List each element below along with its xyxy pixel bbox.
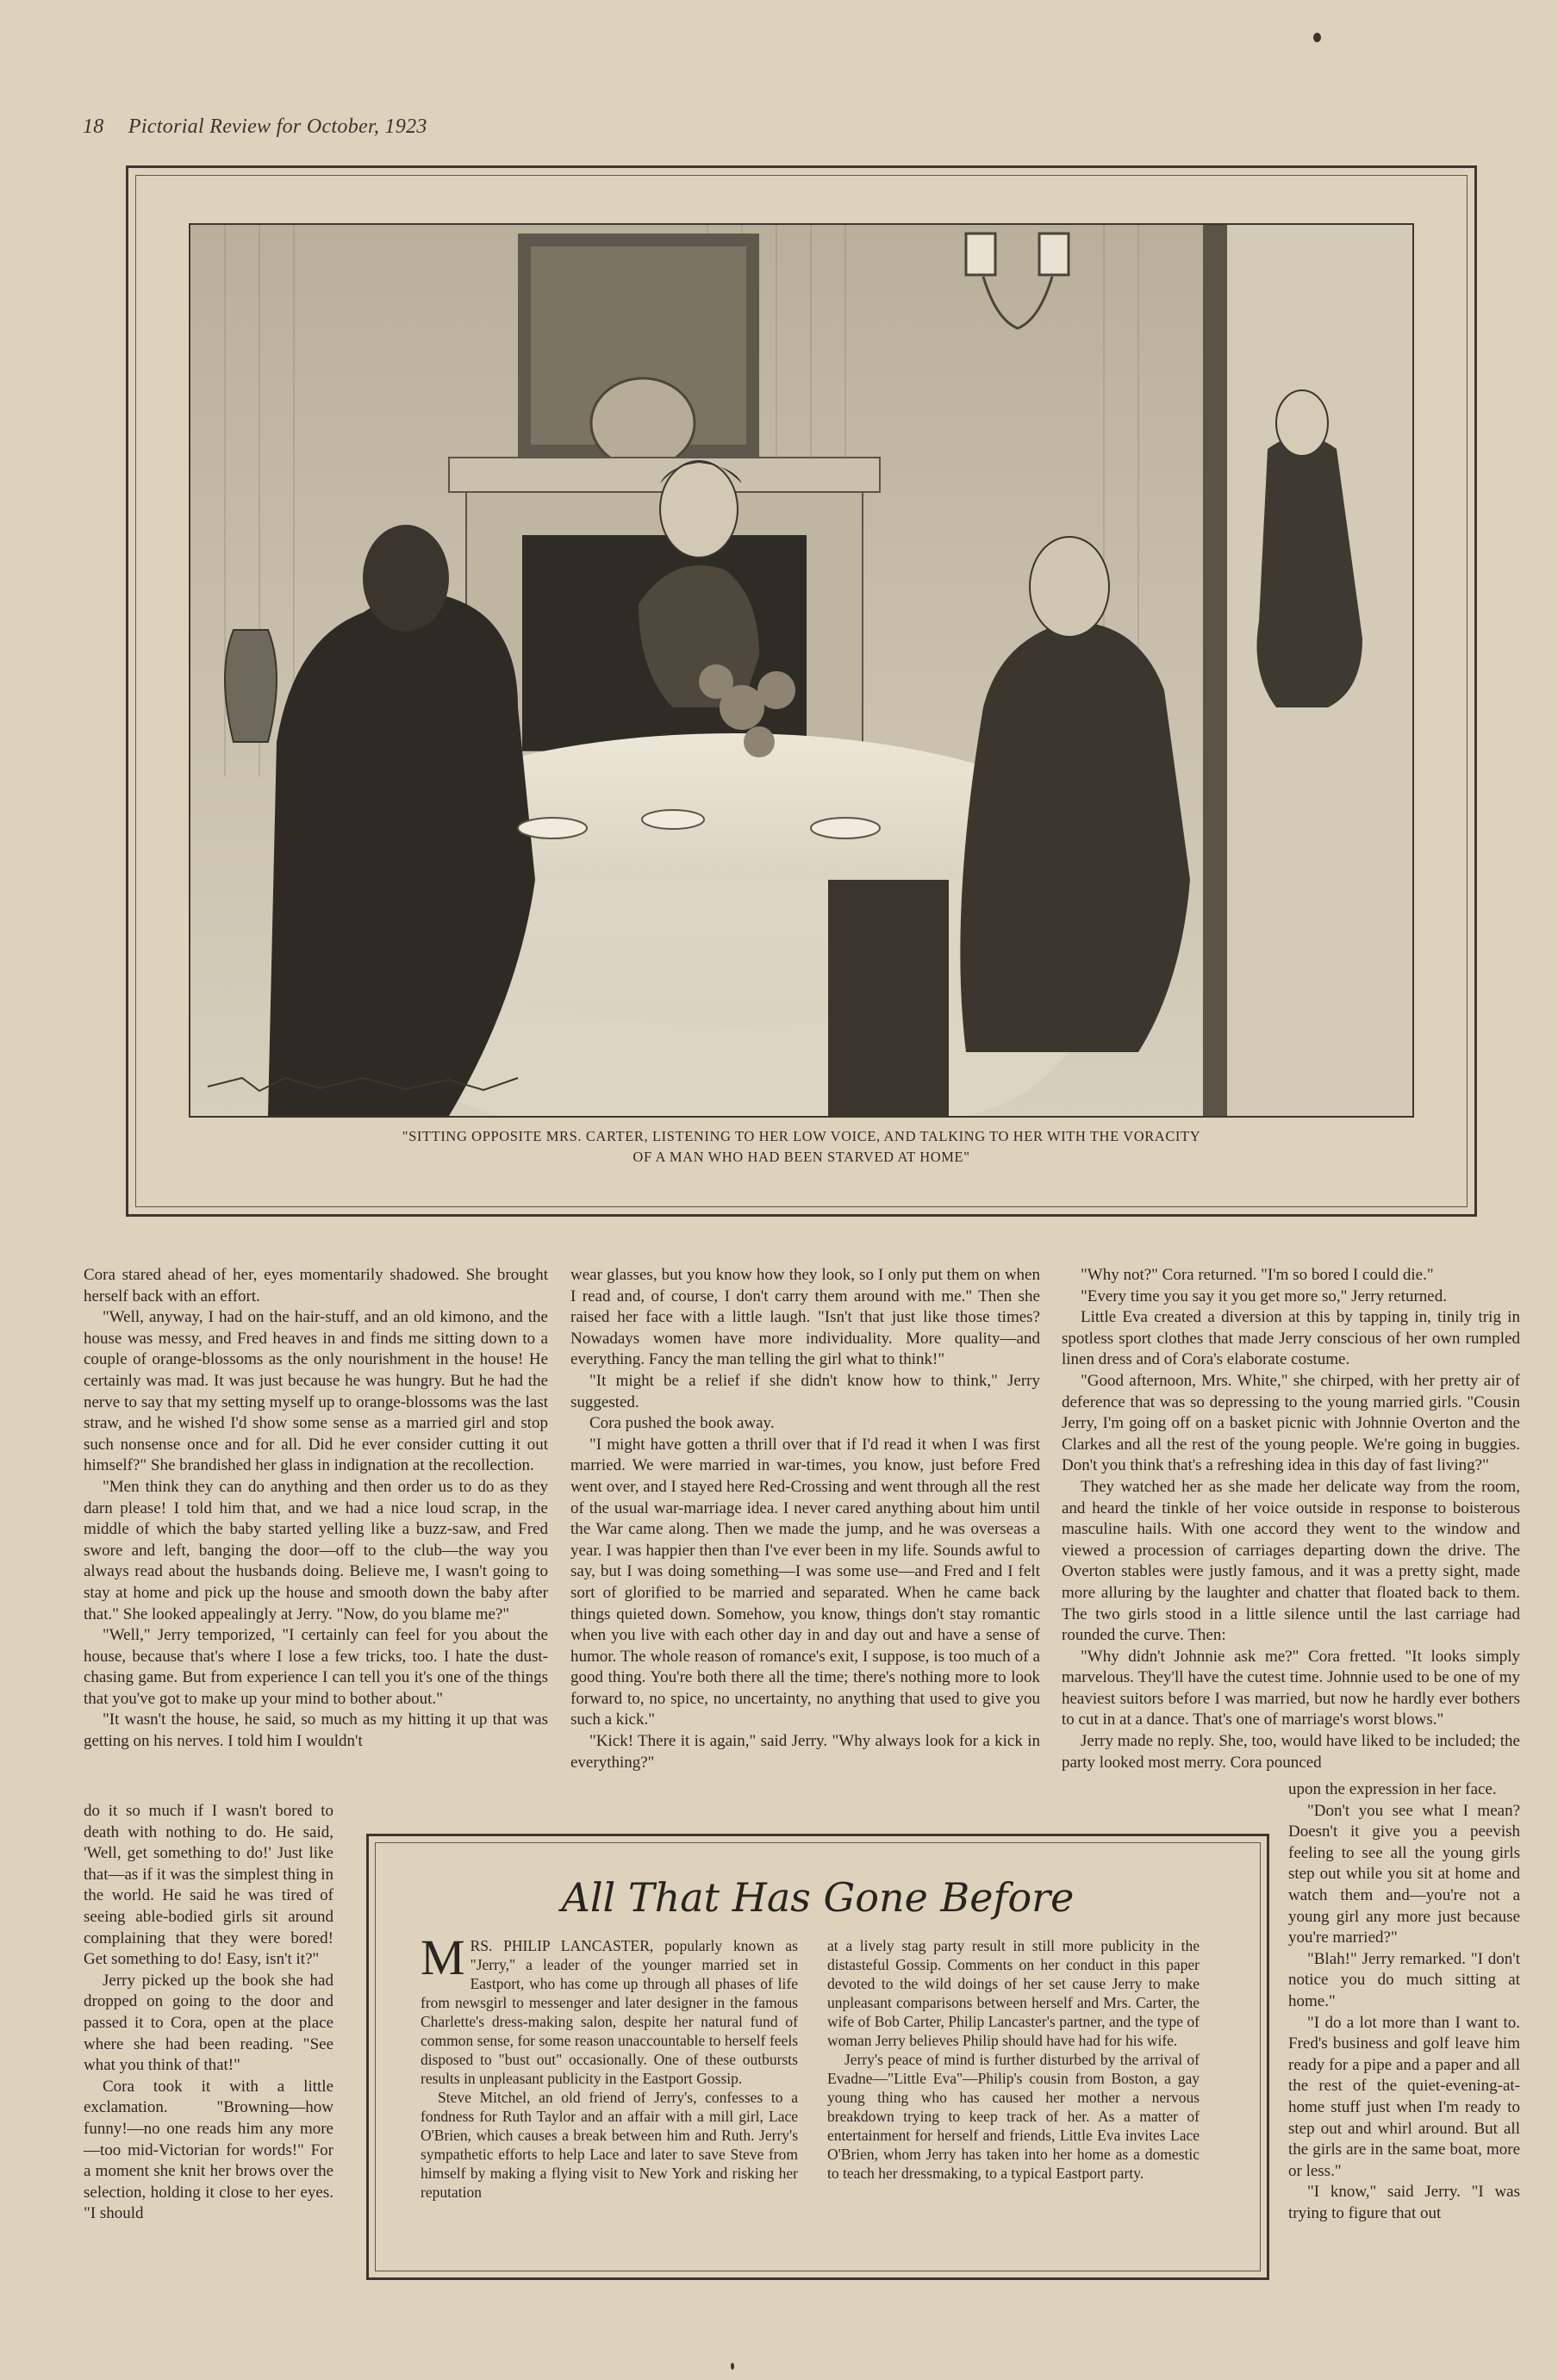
paragraph: "It wasn't the house, he said, so much as my hitting it up that was getting on his nerves. I told him I wouldn't bbox=[84, 1710, 548, 1751]
story-column-3-continued bbox=[1288, 1779, 1520, 2224]
maid-head bbox=[1276, 390, 1328, 456]
paragraph: Jerry picked up the book she had dropped on going to the door and passed it to Cora, open at the place where she had been reading. "See what you think of that!" bbox=[84, 1971, 333, 2075]
paper-speck bbox=[731, 2363, 734, 2370]
paper-speck bbox=[1313, 33, 1321, 42]
summary-paragraph: at a lively stag party result in still more publicity in the distasteful Gossip. Comments on her conduct in this paper devoted to the wild doings of her set cause Jerry to make unpleasant comparisons between herself and Mrs. Carter, the wife of Bob Carter, Philip Lancaster's partner, and the type of woman Jerry believes Philip should have had for his wife. bbox=[827, 1937, 1200, 2049]
paragraph: "Why didn't Johnnie ask me?" Cora fretted. "It looks simply marvelous. They'll have the cutest time. Johnnie used to be one of my heaviest suitors before I was married, but now he hardly ever bothers to cut in at a dance. That's one of marriage's worst blows." bbox=[1062, 1647, 1520, 1729]
paragraph: Jerry made no reply. She, too, would have liked to be included; the party looked most merry. Cora pounced bbox=[1062, 1732, 1520, 1772]
summary-box bbox=[366, 1834, 1269, 2280]
paragraph: upon the expression in her face. bbox=[1288, 1780, 1497, 1798]
story-column-3 bbox=[1062, 1265, 1520, 1773]
paragraph: "Kick! There it is again," said Jerry. "Why always look for a kick in everything?" bbox=[570, 1732, 1040, 1772]
story-column-1-continued bbox=[84, 1801, 333, 2225]
man-left-head bbox=[363, 525, 449, 632]
empty-chair-back bbox=[828, 880, 949, 1116]
page-header bbox=[83, 115, 427, 139]
paragraph: Cora took it with a little exclamation. "Browning—how funny!—no one reads him any more—too mid-Victorian for words!" For a moment she knit her brows over the selection, holding it close to her eyes. "I should bbox=[84, 2077, 333, 2223]
man-right-head bbox=[1030, 537, 1109, 637]
paragraph: "Every time you say it you get more so," Jerry returned. bbox=[1081, 1287, 1447, 1305]
paragraph: Little Eva created a diversion at this by tapping in, tinily trig in spotless sport clothes that made Jerry conscious of her own rumpled linen dress and of Cora's elaborate costume. bbox=[1062, 1308, 1520, 1369]
paragraph: Cora pushed the book away. bbox=[589, 1414, 775, 1433]
paragraph: "Don't you see what I mean? Doesn't it give you a peevish feeling to see all the young girls step out while you sit at home and watch them and—you're not a young girl any more just because you're married?" bbox=[1288, 1801, 1520, 1947]
caption-line: "SITTING OPPOSITE MRS. CARTER, LISTENING TO HER LOW VOICE, AND TALKING TO HER WITH THE VORACITY bbox=[402, 1128, 1201, 1144]
summary-column-1 bbox=[421, 1929, 798, 2202]
paragraph: "Well, anyway, I had on the hair-stuff, and an old kimono, and the house was messy, and Fred heaves in and finds me sitting down to a couple of orange-blossoms as the only nourishment in the house! He certainly was mad. It was just because he was hungry. But he had the nerve to say that my setting myself up to orange-blossoms was the last straw, and he wished I'd show some sense as a married girl and stop such nonsense once and for all. Did he ever consider cutting it out himself?" She brandished her glass in indignation at the recollection. bbox=[84, 1308, 548, 1475]
paragraph: They watched her as she made her delicate way from the room, and heard the tinkle of her voice outside in response to boisterous masculine hails. With one accord they went to the window and viewed a procession of carriages departing down the drive. The Overton stables were justly famous, and it was a pretty sight, made more alluring by the laughter and chatter that floated back to them. The two girls stood in a little silence until the last carriage had rounded the curve. Then: bbox=[1062, 1477, 1520, 1645]
publication-title: Pictorial Review for October, 1923 bbox=[128, 115, 427, 138]
story-column-1 bbox=[84, 1265, 548, 1753]
paragraph: "I do a lot more than I want to. Fred's business and golf leave him ready for a pipe and a paper and all the rest of the quiet-evening-at-home stuff just when I'm ready to step out and whirl around. But all the girls are in the same boat, more or less." bbox=[1288, 2013, 1520, 2180]
dining-scene-drawing bbox=[190, 225, 1412, 1116]
decorative-plate bbox=[591, 378, 695, 468]
paragraph: "Well," Jerry temporized, "I certainly can feel for you about the house, because that's where I lose a few tricks, too. I hate the dust-chasing game. But from experience I can tell you it's one of the things that you've got to make up your mind to bother about." bbox=[84, 1626, 548, 1708]
paragraph: "I might have gotten a thrill over that if I'd read it when I was first married. We were married in war-times, you know, just before Fred went over, and I stayed here Red-Crossing and went through all the rest of the usual war-marriage idea. I never cared anything about him until the War came along. Then we made the jump, and he was overseas a year. I was happier then than I've ever been in my life. Sounds awful to say, but I was doing something—I was some use—and Fred and I felt sort of glorified to be married and separated. When he came back things quieted down. Somehow, you know, things don't stay romantic when you live with each other day in and day out and have a sense of humor. The whole reason of romance's exit, I suppose, is too much of a good thing. You're both there all the time; there's nothing more to look forward to, no spice, no uncertainty, no anything that used to give you such a kick." bbox=[570, 1435, 1040, 1729]
paragraph: "I know," said Jerry. "I was trying to figure that out bbox=[1288, 2183, 1520, 2222]
door-frame bbox=[1203, 225, 1227, 1116]
summary-paragraph bbox=[421, 1929, 798, 2088]
summary-paragraph: Jerry's peace of mind is further disturbed by the arrival of Evadne—"Little Eva"—Philip's cousin from Boston, a gay young thing who has caused her mother a nervous breakdown trying to keep track of her. As a matter of entertainment for herself and friends, Little Eva invites Lace O'Brien, whom Jerry has taken into her home as a domestic to teach her dressmaking, to a typical Eastport party. bbox=[827, 2051, 1200, 2182]
paragraph: "Why not?" Cora returned. "I'm so bored I could die." bbox=[1081, 1266, 1434, 1284]
caption-line: OF A MAN WHO HAD BEEN STARVED AT HOME" bbox=[633, 1149, 970, 1165]
paragraph: Cora stared ahead of her, eyes momentarily shadowed. She brought herself back with an effort. bbox=[84, 1266, 548, 1305]
paragraph: "It might be a relief if she didn't know how to think," Jerry suggested. bbox=[570, 1371, 1040, 1411]
woman-center-head bbox=[660, 461, 738, 558]
story-column-2 bbox=[570, 1265, 1040, 1773]
paragraph: do it so much if I wasn't bored to death with nothing to do. He said, 'Well, get something to do!' Just like that—as if it was the simplest thing in the world. He said he was tired of seeing able-bodied girls sit around complaining that they were bored! Get something to do! Easy, isn't it?" bbox=[84, 1802, 333, 1969]
summary-text: RS. PHILIP LANCASTER, popularly known as "Jerry," a leader of the younger married set in Eastport, who has come up through all phases of life from newsgirl to messenger and later designer in the famous Charlette's dress-making salon, despite her natural fund of common sense, for some reason unaccountable to herself feels disposed to "bust out" occasionally. One of these outbursts results in unpleasant publicity in the Eastport Gossip. bbox=[421, 1937, 798, 2087]
paragraph: wear glasses, but you know how they look, so I only put them on when I read and, of course, I don't carry them around with me." Then she raised her face with a little laugh. "Isn't that just like those times? Nowadays women have more individuality. More quality—and everything. Fancy the man telling the girl what to think!" bbox=[570, 1266, 1040, 1369]
illustration-dining-scene bbox=[189, 223, 1414, 1118]
illustration-caption bbox=[189, 1126, 1414, 1168]
paragraph: "Blah!" Jerry remarked. "I don't notice you do much sitting at home." bbox=[1288, 1949, 1520, 2010]
man-right-seated bbox=[960, 621, 1190, 1052]
paragraph: "Good afternoon, Mrs. White," she chirped, with her pretty air of deference that was so depressing to the young married girls. "Cousin Jerry, I'm going off on a basket picnic with Johnnie Overton and the Clarkes and all the rest of the young people. We're going in buggies. Don't you think that's a refreshing idea in this day of fast living?" bbox=[1062, 1371, 1520, 1475]
summary-title: All That Has Gone Before bbox=[561, 1874, 1075, 1921]
paragraph: "Men think they can do anything and then order us to do as they darn please! I told him that, and we had a nice loud scrap, in the middle of which the baby started yelling like a buzz-saw, and Fred swore and left, banging the door—off to the club—the way you always read about the husbands doing. Believe me, I wasn't going to stay at home and pick up the house and smooth down the baby after that." She looked appealingly at Jerry. "Now, do you blame me?" bbox=[84, 1477, 548, 1623]
summary-paragraph: Steve Mitchel, an old friend of Jerry's, confesses to a fondness for Ruth Taylor and an affair with a mill girl, Lace O'Brien, which causes a break between him and Ruth. Jerry's sympathetic efforts to help Lace and later to save Steve from himself by making a flying visit to New York and risking her reputation bbox=[421, 2089, 798, 2201]
summary-column-2 bbox=[827, 1936, 1200, 2183]
page-number: 18 bbox=[83, 115, 104, 138]
vase bbox=[225, 630, 277, 742]
drop-cap: M bbox=[421, 1929, 465, 1985]
illustration-frame bbox=[126, 165, 1477, 1217]
